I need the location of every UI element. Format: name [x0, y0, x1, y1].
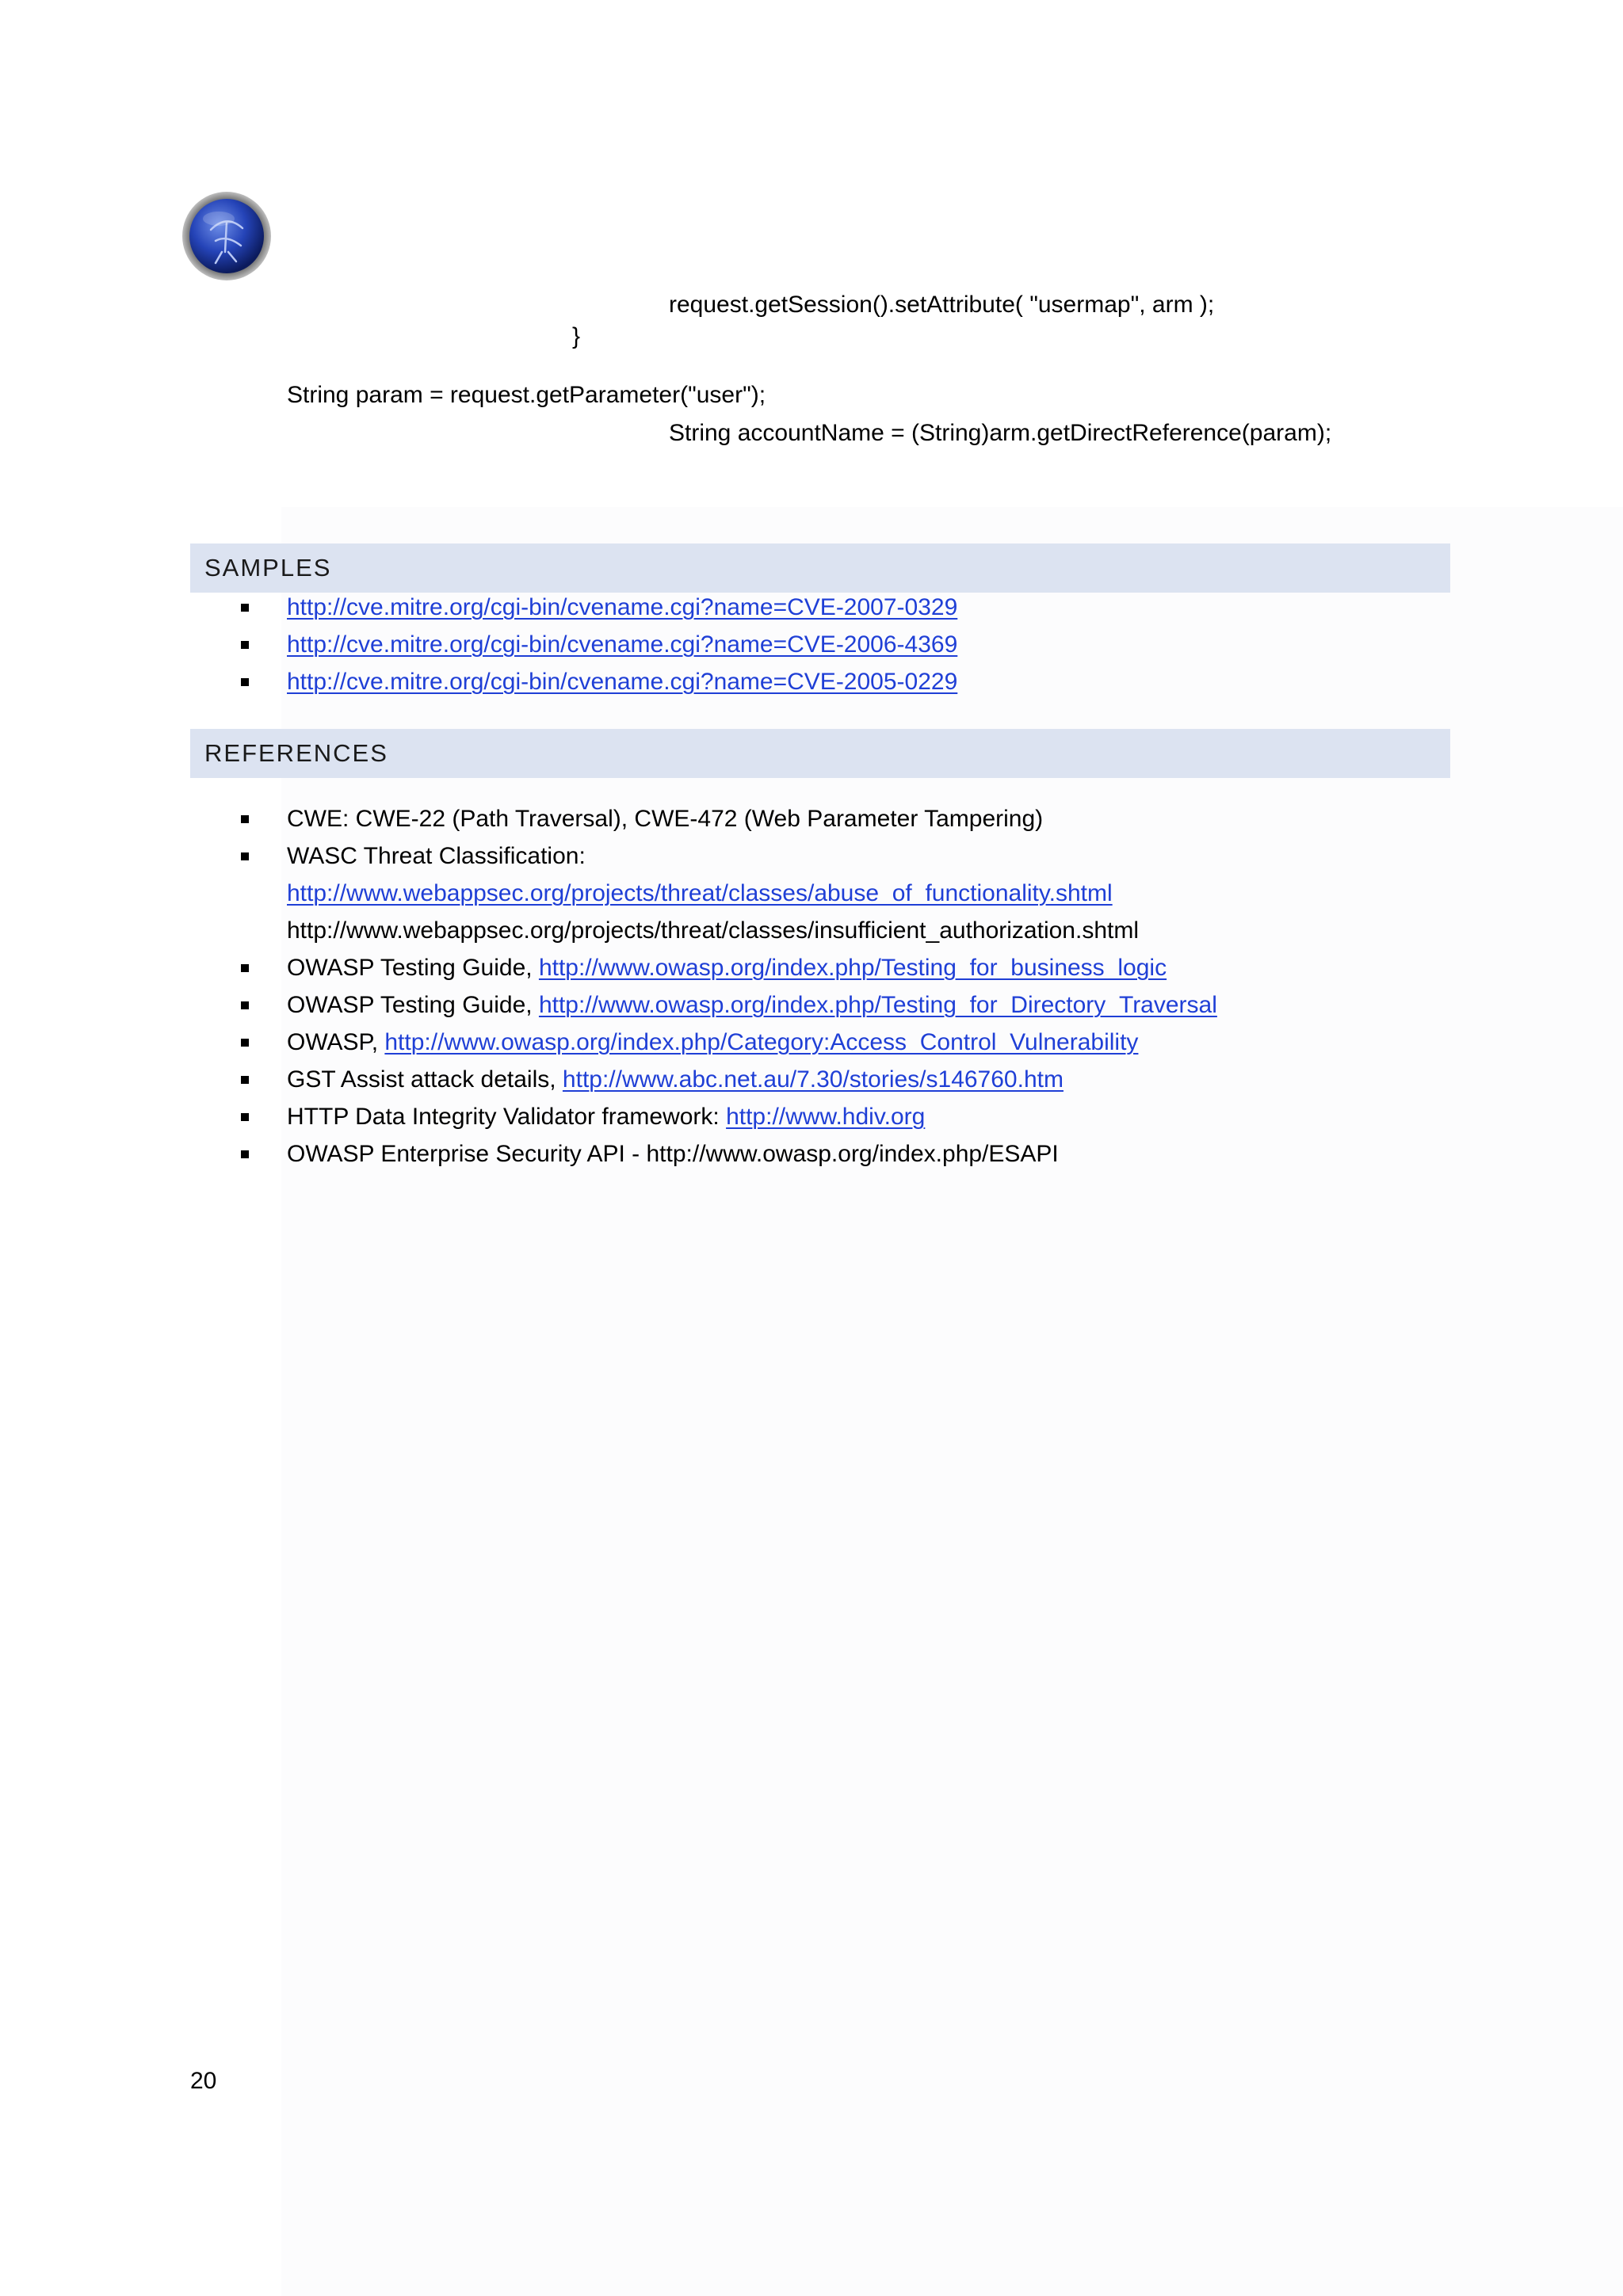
bullet-icon	[241, 1113, 249, 1121]
bullet-icon	[241, 815, 249, 823]
reference-text: GST Assist attack details,	[287, 1066, 563, 1093]
code-line: }	[572, 323, 581, 349]
samples-heading: SAMPLES	[204, 554, 332, 582]
bullet-icon	[241, 852, 249, 860]
list-item-continuation	[287, 879, 1113, 909]
bullet-icon	[241, 604, 249, 612]
list-item	[287, 953, 1167, 983]
bullet-icon	[241, 678, 249, 686]
list-item	[287, 990, 1217, 1020]
list-item	[287, 1065, 1064, 1095]
reference-text: OWASP,	[287, 1029, 385, 1055]
list-item: WASC Threat Classification:	[287, 843, 586, 869]
reference-text: OWASP Testing Guide,	[287, 955, 539, 981]
bullet-icon	[241, 1076, 249, 1084]
list-item	[287, 1028, 1138, 1058]
list-item: OWASP Enterprise Security API - http://www.owasp.org/index.php/ESAPI	[287, 1141, 1059, 1167]
list-item	[287, 593, 957, 623]
list-item	[287, 667, 957, 697]
list-item: CWE: CWE-22 (Path Traversal), CWE-472 (Web Parameter Tampering)	[287, 806, 1044, 832]
list-item	[287, 630, 957, 660]
bullet-icon	[241, 964, 249, 972]
code-line: String accountName = (String)arm.getDirectReference(param);	[669, 420, 1332, 446]
reference-link[interactable]: http://www.abc.net.au/7.30/stories/s146760.htm	[562, 1066, 1064, 1093]
owasp-logo-icon	[181, 190, 273, 282]
bullet-icon	[241, 1039, 249, 1047]
samples-section-bar	[190, 543, 1450, 593]
reference-link[interactable]: http://www.webappsec.org/projects/threat/classes/abuse_of_functionality.shtml	[287, 880, 1113, 906]
sample-link[interactable]: http://cve.mitre.org/cgi-bin/cvename.cgi?name=CVE-2006-4369	[287, 631, 958, 658]
reference-text: OWASP Testing Guide,	[287, 992, 539, 1018]
code-line: request.getSession().setAttribute( "usermap", arm );	[669, 292, 1215, 318]
reference-link[interactable]: http://www.hdiv.org	[726, 1104, 926, 1130]
list-item	[287, 1102, 925, 1132]
references-heading: REFERENCES	[204, 739, 388, 767]
page-number: 20	[190, 2068, 217, 2094]
reference-link[interactable]: http://www.owasp.org/index.php/Testing_for_Directory_Traversal	[538, 992, 1217, 1018]
bullet-icon	[241, 1001, 249, 1009]
reference-link[interactable]: http://www.owasp.org/index.php/Testing_for_business_logic	[538, 955, 1167, 981]
list-item-continuation: http://www.webappsec.org/projects/threat/classes/insufficient_authorization.shtml	[287, 917, 1139, 944]
sample-link[interactable]: http://cve.mitre.org/cgi-bin/cvename.cgi?name=CVE-2007-0329	[287, 594, 958, 620]
bullet-icon	[241, 641, 249, 649]
code-line: String param = request.getParameter("user");	[287, 382, 766, 408]
sample-link[interactable]: http://cve.mitre.org/cgi-bin/cvename.cgi?name=CVE-2005-0229	[287, 669, 958, 695]
reference-text: HTTP Data Integrity Validator framework:	[287, 1104, 727, 1130]
bullet-icon	[241, 1150, 249, 1158]
reference-link[interactable]: http://www.owasp.org/index.php/Category:Access_Control_Vulnerability	[384, 1029, 1139, 1055]
